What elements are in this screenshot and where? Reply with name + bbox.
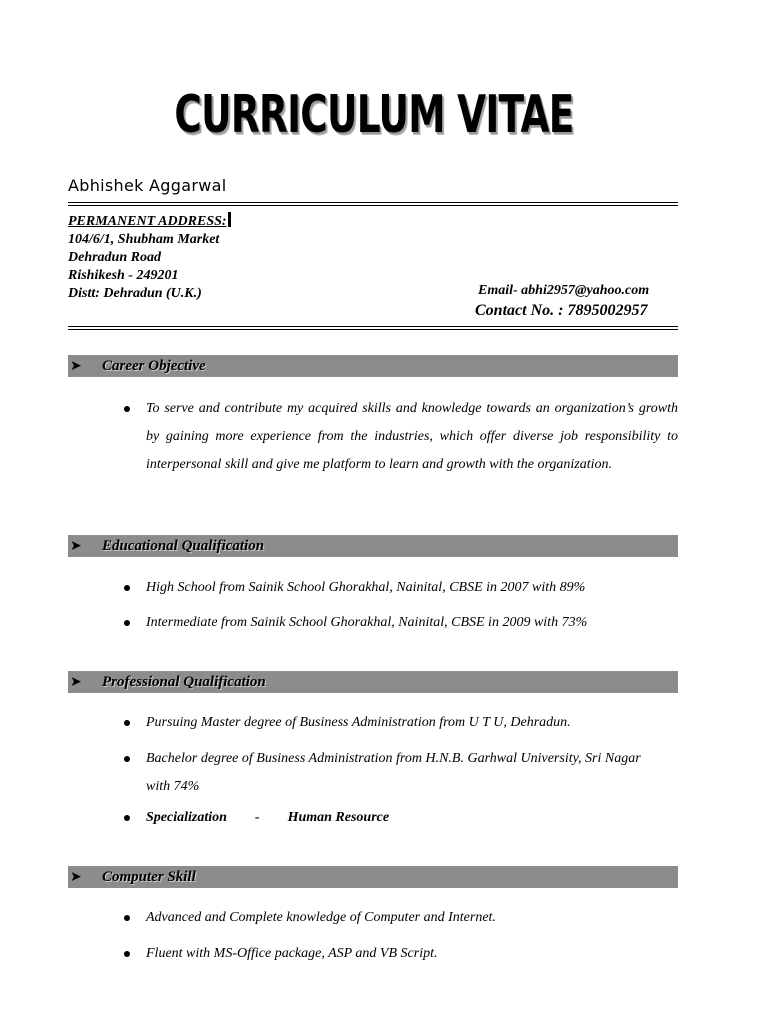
bullet-dot-icon xyxy=(124,951,130,957)
header-rule-top-double xyxy=(68,205,678,206)
bullet-dot-icon xyxy=(124,815,130,821)
address-line: Distt: Dehradun (U.K.) xyxy=(68,286,202,301)
list-item xyxy=(120,940,678,968)
bullet-dot-icon xyxy=(124,406,130,412)
arrow-bullet-icon: ➤ xyxy=(70,869,82,885)
bullet-dot-icon xyxy=(124,585,130,591)
bullet-dot-icon xyxy=(124,720,130,726)
specialization-value: Human Resource xyxy=(287,810,390,825)
specialization-label: Specialization xyxy=(146,810,227,825)
text-cursor xyxy=(228,212,231,227)
list-item-text: Advanced and Complete knowledge of Computer and Internet. xyxy=(146,910,496,925)
list-item-text: High School from Sainik School Ghorakhal, Nainital, CBSE in 2007 with 89% xyxy=(146,580,586,595)
header-rule-bottom-double xyxy=(68,329,678,330)
address-line: Rishikesh - 249201 xyxy=(68,268,179,283)
list-item xyxy=(120,395,678,507)
arrow-bullet-icon: ➤ xyxy=(70,358,82,374)
list-item-text: Bachelor degree of Business Administration from H.N.B. Garhwal University, Sri Nagar with 74% xyxy=(146,751,641,794)
section-heading: Career Objective xyxy=(102,358,206,374)
bullet-dot-icon xyxy=(124,756,130,762)
specialization-dash: - xyxy=(254,810,260,825)
list-item xyxy=(120,574,678,602)
address-label: PERMANENT ADDRESS: xyxy=(68,214,227,229)
header-rule-top xyxy=(68,202,678,203)
candidate-name: Abhishek Aggarwal xyxy=(68,176,227,195)
section-computer-skill xyxy=(68,866,678,888)
permanent-address xyxy=(68,212,231,303)
list-item xyxy=(120,745,678,801)
section-heading: Professional Qualification xyxy=(102,674,266,690)
list-item xyxy=(120,904,678,932)
bullet-dot-icon xyxy=(124,620,130,626)
list-item-text: Fluent with MS-Office package, ASP and VB Script. xyxy=(146,946,438,961)
address-line: Dehradun Road xyxy=(68,250,161,265)
header-rule-bottom xyxy=(68,326,678,327)
contact-number: Contact No. : 7895002957 xyxy=(475,302,648,319)
specialization-line xyxy=(146,804,678,832)
arrow-bullet-icon: ➤ xyxy=(70,538,82,554)
list-item xyxy=(120,609,678,637)
email-address: Email- abhi2957@yahoo.com xyxy=(478,283,650,298)
arrow-bullet-icon: ➤ xyxy=(70,674,82,690)
list-item-text: To serve and contribute my acquired skills and knowledge towards an organization’s growth by gaining more experience from the industries, which offer diverse job responsibility to interpersonal skill and give me platform to learn and growth with the organization. xyxy=(146,401,678,472)
section-heading: Computer Skill xyxy=(102,869,196,885)
list-item xyxy=(120,709,678,737)
section-professional-qualification xyxy=(68,671,678,693)
section-career-objective xyxy=(68,355,678,377)
list-item-text: Intermediate from Sainik School Ghorakhal, Nainital, CBSE in 2009 with 73% xyxy=(146,615,588,630)
section-educational-qualification xyxy=(68,535,678,557)
bullet-dot-icon xyxy=(124,915,130,921)
section-heading: Educational Qualification xyxy=(102,538,265,554)
address-line: 104/6/1, Shubham Market xyxy=(68,232,220,247)
list-item xyxy=(120,804,678,832)
list-item-text: Pursuing Master degree of Business Administration from U T U, Dehradun. xyxy=(146,715,571,730)
document-title: CURRICULUM VITAE xyxy=(174,85,574,145)
